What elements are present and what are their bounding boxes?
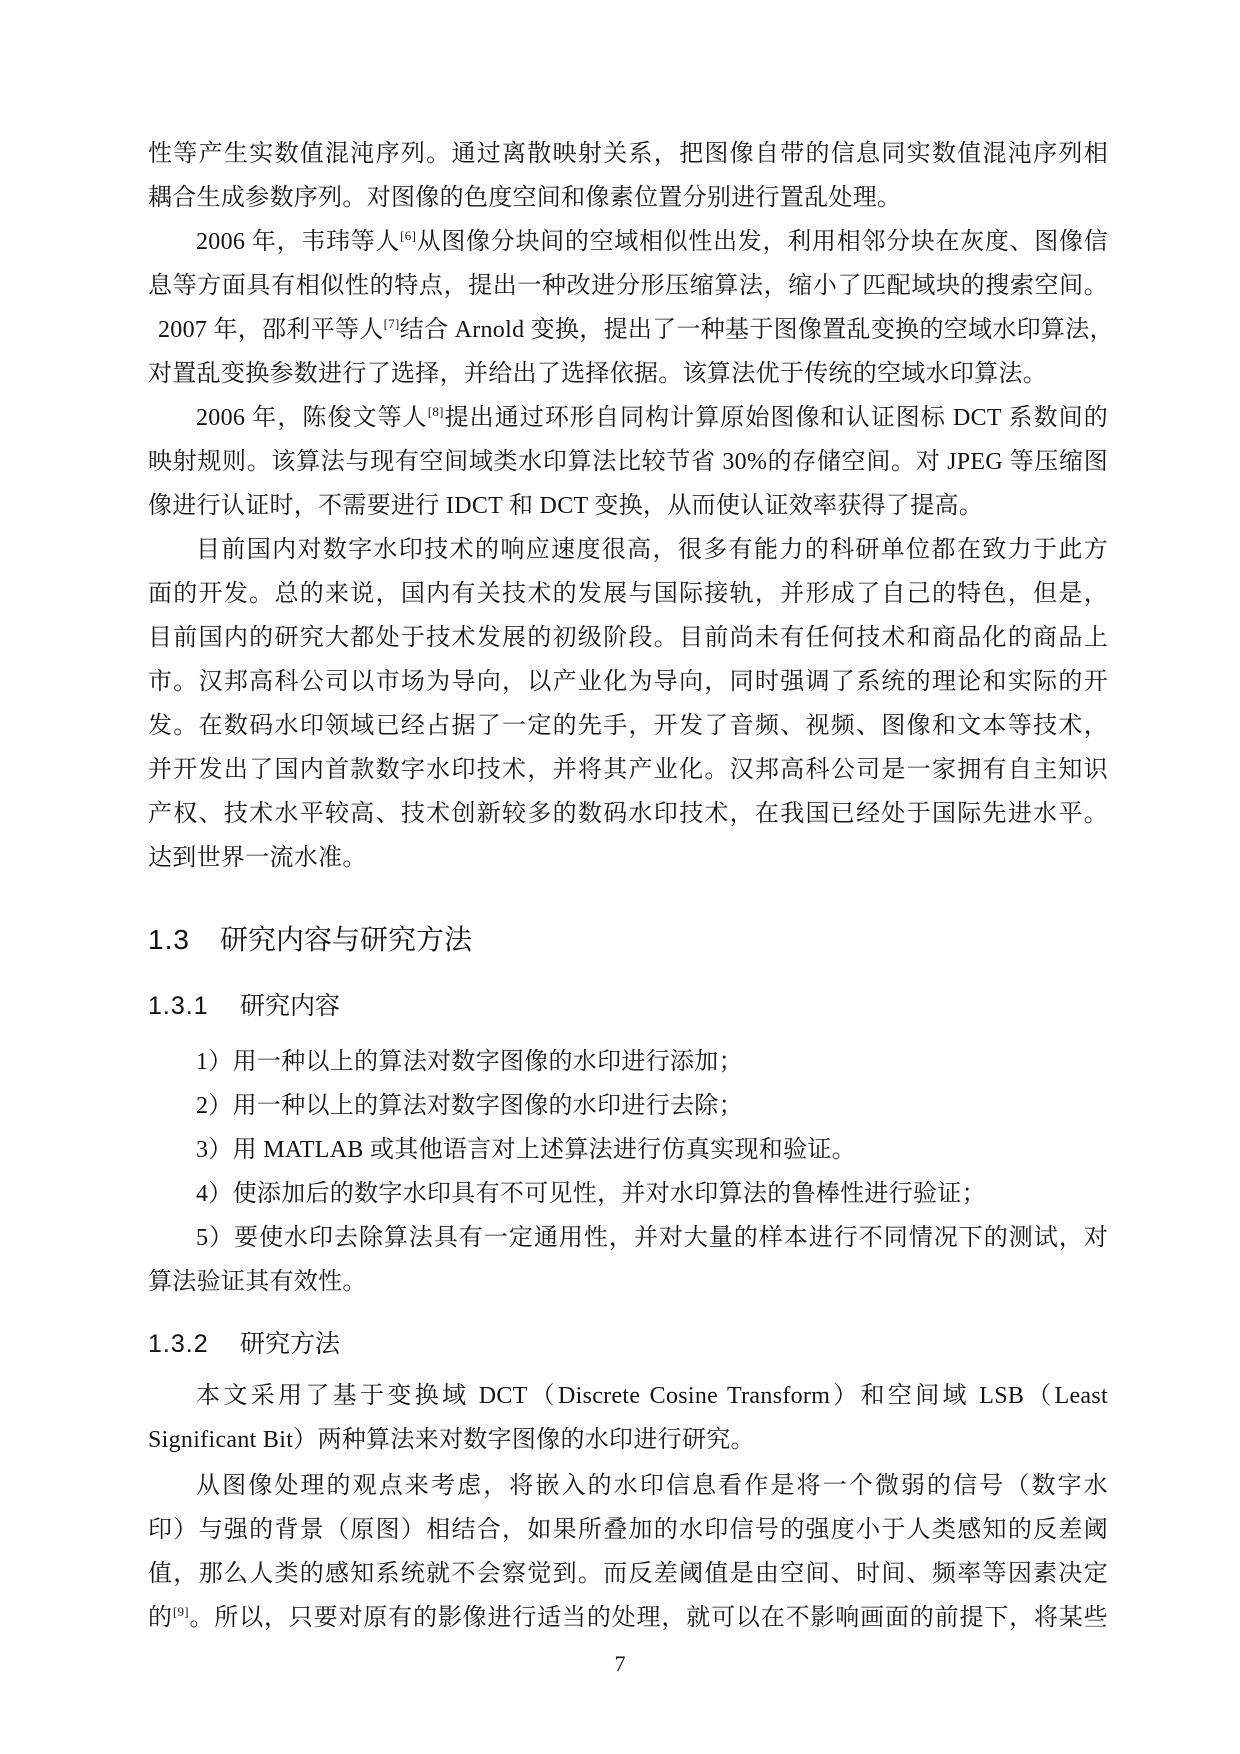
text-run: 的 [148, 1605, 173, 1631]
page-number: 7 [614, 1651, 626, 1676]
body-text-line: 目前国内对数字水印技术的响应速度很高，很多有能力的科研单位都在致力于此方 [196, 537, 1108, 563]
subsection-heading-1-3-2 [148, 1328, 340, 1360]
section-title: 研究内容与研究方法 [220, 924, 473, 955]
body-text-line: 对置乱变换参数进行了选择，并给出了选择依据。该算法优于传统的空域水印算法。 [148, 361, 1048, 387]
research-item: 5）要使水印去除算法具有一定通用性，并对大量的样本进行不同情况下的测试，对 [196, 1225, 1108, 1251]
body-text-line: 像进行认证时，不需要进行 IDCT 和 DCT 变换，从而使认证效率获得了提高。 [148, 493, 984, 519]
research-item: 4）使添加后的数字水印具有不可见性，并对水印算法的鲁棒性进行验证； [196, 1181, 986, 1207]
research-item: 1）用一种以上的算法对数字图像的水印进行添加； [196, 1049, 743, 1075]
body-text-line: 产权、技术水平较高、技术创新较多的数码水印技术，在我国已经处于国际先进水平。 [148, 801, 1108, 827]
body-text-line: 并开发出了国内首款数字水印技术，并将其产业化。汉邦高科公司是一家拥有自主知识 [148, 757, 1108, 783]
body-text-line: 映射规则。该算法与现有空间域类水印算法比较节省 30%的存储空间。对 JPEG 等压缩图 [148, 449, 1108, 475]
text-run: 提出通过环形自同构计算原始图像和认证图标 DCT 系数间的 [443, 405, 1108, 431]
subsection-title: 研究方法 [240, 1330, 341, 1358]
text-run: 。所以，只要对原有的影像进行适当的处理，就可以在不影响画面的前提下，将某些 [188, 1605, 1108, 1631]
body-text-line [196, 226, 1108, 258]
body-text-line: 息等方面具有相似性的特点，提出一种改进分形压缩算法，缩小了匹配域块的搜索空间。 [148, 273, 1108, 299]
citation-ref: [9] [172, 1604, 189, 1619]
body-text-line: Significant Bit）两种算法来对数字图像的水印进行研究。 [148, 1427, 755, 1453]
text-run: 从图像分块间的空域相似性出发，利用相邻分块在灰度、图像信 [416, 229, 1108, 255]
text-run: 2006 年，陈俊文等人 [196, 405, 428, 431]
citation-ref: [7] [383, 316, 400, 331]
body-text-line: 发。在数码水印领域已经占据了一定的先手，开发了音频、视频、图像和文本等技术， [148, 713, 1108, 739]
research-item-continuation: 算法验证其有效性。 [148, 1269, 367, 1295]
body-text-line: 耦合生成参数序列。对图像的色度空间和像素位置分别进行置乱处理。 [148, 185, 902, 211]
body-text-line: 从图像处理的观点来考虑，将嵌入的水印信息看作是将一个微弱的信号（数字水 [196, 1473, 1108, 1499]
body-text-line: 本文采用了基于变换域 DCT（Discrete Cosine Transform）和空间域 LSB（Least [196, 1383, 1108, 1409]
research-item: 3）用 MATLAB 或其他语言对上述算法进行仿真实现和验证。 [196, 1137, 856, 1163]
body-text-line: 印）与强的背景（原图）相结合，如果所叠加的水印信号的强度小于人类感知的反差阈 [148, 1517, 1108, 1543]
subsection-title: 研究内容 [240, 992, 341, 1020]
citation-ref: [8] [427, 404, 444, 419]
section-heading-1-3 [148, 922, 472, 958]
body-text-line: 达到世界一流水准。 [148, 845, 367, 871]
section-number: 1.3 [148, 924, 190, 955]
body-text-line [196, 402, 1108, 434]
subsection-number: 1.3.2 [148, 1330, 209, 1358]
body-text-line: 值，那么人类的感知系统就不会察觉到。而反差阈值是由空间、时间、频率等因素决定 [148, 1561, 1108, 1587]
subsection-number: 1.3.1 [148, 992, 209, 1020]
subsection-heading-1-3-1 [148, 990, 340, 1022]
text-run: 2007 年，邵利平等人 [158, 317, 384, 343]
body-text-line [148, 1602, 1108, 1634]
text-run: 结合 Arnold 变换，提出了一种基于图像置乱变换的空域水印算法， [399, 317, 1114, 343]
citation-ref: [6] [400, 228, 417, 243]
body-text-line: 性等产生实数值混沌序列。通过离散映射关系，把图像自带的信息同实数值混沌序列相 [148, 141, 1108, 167]
research-item: 2）用一种以上的算法对数字图像的水印进行去除； [196, 1093, 743, 1119]
body-text-line: 面的开发。总的来说，国内有关技术的发展与国际接轨，并形成了自己的特色，但是， [148, 581, 1108, 607]
text-run: 2006 年，韦玮等人 [196, 229, 401, 255]
body-text-line: 目前国内的研究大都处于技术发展的初级阶段。目前尚未有任何技术和商品化的商品上 [148, 625, 1108, 651]
body-text-line: 市。汉邦高科公司以市场为导向，以产业化为导向，同时强调了系统的理论和实际的开 [148, 669, 1108, 695]
body-text-line [158, 314, 1114, 346]
